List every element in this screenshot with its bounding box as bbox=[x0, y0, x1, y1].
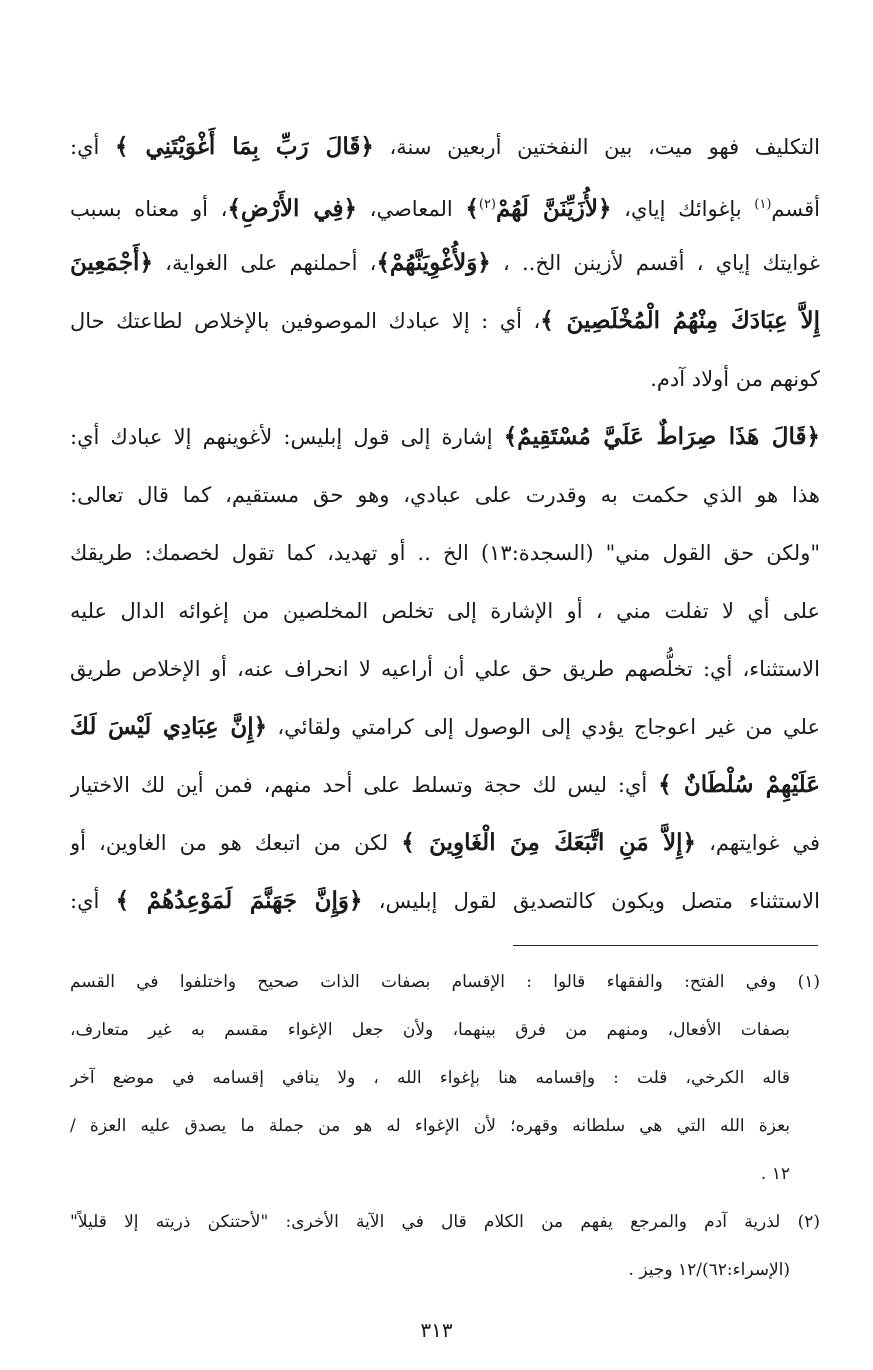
quran-verse: ﴿وَلأُغْوِيَنَّهُمْ﴾ bbox=[376, 249, 491, 276]
quran-verse: عَلَيْهِمْ سُلْطَانٌ ﴾ bbox=[658, 771, 820, 798]
text-segment: في غوايتهم، bbox=[696, 831, 820, 855]
text-segment: المعاصي، bbox=[357, 197, 466, 221]
text-line bbox=[70, 814, 820, 872]
footnote-line: قاله الكرخي، قلت : وإقسامه هنا بإغواء الله ، ولا ينافي إقسامه في موضع آخر bbox=[70, 1068, 790, 1088]
text-line bbox=[70, 756, 820, 814]
quran-verse: ﴿إِلاَّ مَنِ اتَّبَعَكَ مِنَ الْغَاوِينَ ﴾ bbox=[401, 829, 697, 856]
text-segment: كونهم من أولاد آدم. bbox=[650, 367, 820, 391]
quran-verse: إِلاَّ عِبَادَكَ مِنْهُمُ الْمُخْلَصِينَ ﴾ bbox=[540, 307, 820, 334]
text-line bbox=[70, 582, 820, 640]
text-segment: بإغوائك إياي، bbox=[611, 197, 755, 221]
text-line bbox=[70, 466, 820, 524]
text-segment: إشارة إلى قول إبليس: لأغوينهم إلا عبادك أي: bbox=[70, 425, 504, 449]
quran-verse: ﴿لأُزَيِّنَنَّ لَهُمْ bbox=[496, 195, 612, 222]
text-line bbox=[70, 176, 820, 234]
text-segment: الاستثناء متصل ويكون كالتصديق لقول إبليس، bbox=[362, 889, 820, 913]
footnote-line: (الإسراء:٦٢)/١٢ وجيز . bbox=[628, 1260, 790, 1280]
footnote-ref: (١) bbox=[754, 197, 772, 212]
quran-verse: ﴾ bbox=[465, 195, 479, 222]
text-segment: علي من غير اعوجاج يؤدي إلى الوصول إلى كرامتي ولقائي، bbox=[267, 715, 820, 739]
text-segment: أقسم bbox=[771, 197, 820, 221]
text-line bbox=[70, 292, 820, 350]
footnote-line: ١٢ . bbox=[760, 1164, 790, 1184]
quran-verse: ﴿أَجْمَعِينَ bbox=[70, 249, 153, 276]
text-segment: أي: bbox=[70, 889, 116, 913]
text-line bbox=[70, 234, 820, 292]
text-line bbox=[70, 640, 820, 698]
text-line bbox=[70, 872, 820, 930]
quran-verse: ﴿إِنَّ عِبَادِي لَيْسَ لَكَ bbox=[70, 713, 268, 740]
quran-verse: ﴿فِي الأَرْضِ﴾ bbox=[227, 195, 357, 222]
footnote-line: بعزة الله التي هي سلطانه وقهره؛ لأن الإغواء له هو من جملة ما يصدق عليه العزة / bbox=[70, 1116, 790, 1136]
page-number: ٣١٣ bbox=[420, 1318, 453, 1342]
footnote-line: (٢) لذرية آدم والمرجع يفهم من الكلام قال في الآية الأخرى: "لأحتنكن ذريته إلا قليلاً" bbox=[70, 1212, 820, 1232]
quran-verse: ﴿وَإِنَّ جَهَنَّمَ لَمَوْعِدُهُمْ ﴾ bbox=[115, 887, 363, 914]
quran-verse: ﴿قَالَ هَذَا صِرَاطٌ عَلَيَّ مُسْتَقِيمٌ﴾ bbox=[503, 423, 820, 450]
text-line bbox=[70, 698, 820, 756]
text-segment: غوايتك إياي ، أقسم لأزينن الخ.. ، bbox=[490, 251, 820, 275]
text-segment: الاستثناء، أي: تخلُّصهم طريق حق علي أن أراعيه لا انحراف عنه، أو الإخلاص طريق bbox=[70, 657, 820, 681]
text-segment: التكليف فهو ميت، بين النفختين أربعين سنة، bbox=[373, 135, 820, 159]
text-segment: ، أو معناه بسبب bbox=[70, 197, 228, 221]
footnote-ref: (٢) bbox=[478, 197, 496, 212]
text-segment: لكن من اتبعك هو من الغاوين، أو bbox=[70, 831, 402, 855]
text-segment: ، أي : إلا عبادك الموصوفين بالإخلاص لطاعتك حال bbox=[70, 309, 541, 333]
text-line bbox=[70, 524, 820, 582]
text-segment: "ولكن حق القول مني" (السجدة:١٣) الخ .. أو تهديد، كما تقول لخصمك: طريقك bbox=[70, 541, 820, 565]
text-segment: على أي لا تفلت مني ، أو الإشارة إلى تخلص المخلصين من إغوائه الدال عليه bbox=[70, 599, 820, 623]
footnotes-block bbox=[70, 958, 820, 1294]
text-line bbox=[70, 118, 820, 176]
text-line bbox=[70, 350, 820, 408]
footnote-line: (١) وفي الفتح: والفقهاء قالوا : الإقسام بصفات الذات صحيح واختلفوا في القسم bbox=[70, 972, 820, 992]
text-segment: ، أحملنهم على الغواية، bbox=[152, 251, 377, 275]
footnote-divider bbox=[513, 945, 818, 946]
main-text-block bbox=[70, 118, 820, 930]
text-segment: هذا هو الذي حكمت به وقدرت على عبادي، وهو حق مستقيم، كما قال تعالى: bbox=[70, 483, 820, 507]
quran-verse: ﴿قَالَ رَبِّ بِمَا أَغْوَيْتَنِي ﴾ bbox=[115, 133, 374, 160]
text-segment: أي: ليس لك حجة وتسلط على أحد منهم، فمن أين لك الاختيار bbox=[70, 773, 659, 797]
text-segment: أي: bbox=[70, 135, 116, 159]
text-line bbox=[70, 408, 820, 466]
footnote-line: بصفات الأفعال، ومنهم من فرق بينهما، ولأن جعل الإغواء مقسم به غير متعارف، bbox=[70, 1020, 790, 1040]
